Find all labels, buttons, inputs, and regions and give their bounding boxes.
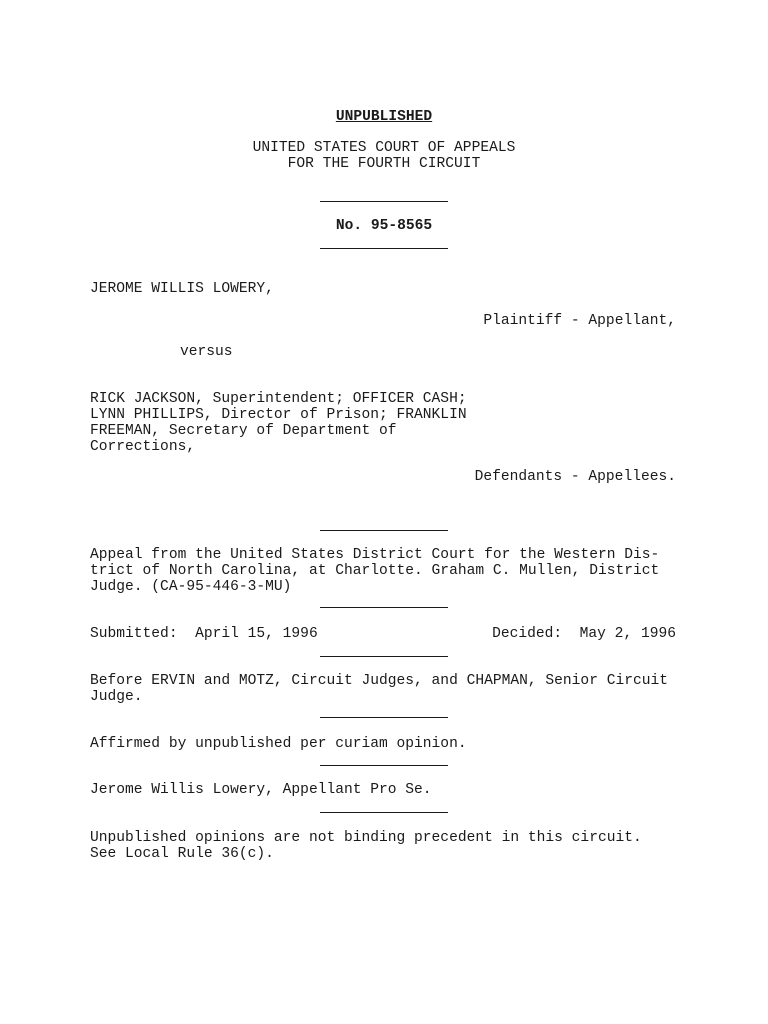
panel-line: Before ERVIN and MOTZ, Circuit Judges, and CHAPMAN, Senior Circuit	[90, 673, 669, 689]
disposition: Affirmed by unpublished per curiam opinion.	[90, 736, 467, 752]
divider	[320, 765, 448, 766]
defendants-line: LYNN PHILLIPS, Director of Prison; FRANKLIN	[90, 407, 467, 423]
defendants-block	[90, 391, 496, 455]
divider	[320, 201, 448, 202]
appeal-line: Appeal from the United States District Court for the Western Dis-	[90, 547, 660, 563]
unpublished-label: UNPUBLISHED	[335, 109, 433, 125]
notice-line: See Local Rule 36(c).	[90, 846, 274, 862]
divider	[320, 717, 448, 718]
defendants-line: Corrections,	[90, 439, 196, 455]
defendants-line: FREEMAN, Secretary of Department of	[90, 423, 397, 439]
divider	[320, 656, 448, 657]
appeal-line: Judge. (CA-95-446-3-MU)	[90, 579, 292, 595]
divider	[320, 530, 448, 531]
counsel: Jerome Willis Lowery, Appellant Pro Se.	[90, 782, 432, 798]
divider	[320, 248, 448, 249]
court-name-line-2: FOR THE FOURTH CIRCUIT	[287, 156, 481, 172]
plaintiff-name: JEROME WILLIS LOWERY,	[90, 281, 274, 297]
panel-paragraph	[90, 673, 676, 705]
case-number: No. 95-8565	[335, 218, 433, 234]
appeal-paragraph	[90, 547, 676, 595]
notice-paragraph	[90, 830, 676, 862]
panel-line: Judge.	[90, 689, 143, 705]
plaintiff-role: Plaintiff - Appellant,	[483, 313, 676, 329]
divider	[320, 812, 448, 813]
court-name-line-1: UNITED STATES COURT OF APPEALS	[252, 140, 516, 156]
versus-label: versus	[180, 344, 233, 360]
notice-line: Unpublished opinions are not binding precedent in this circuit.	[90, 830, 642, 846]
defendants-line: RICK JACKSON, Superintendent; OFFICER CASH;	[90, 391, 467, 407]
defendants-role: Defendants - Appellees.	[474, 469, 676, 485]
decided-date: Decided: May 2, 1996	[492, 626, 676, 642]
divider	[320, 607, 448, 608]
submitted-date: Submitted: April 15, 1996	[90, 626, 318, 642]
appeal-line: trict of North Carolina, at Charlotte. Graham C. Mullen, District	[90, 563, 660, 579]
